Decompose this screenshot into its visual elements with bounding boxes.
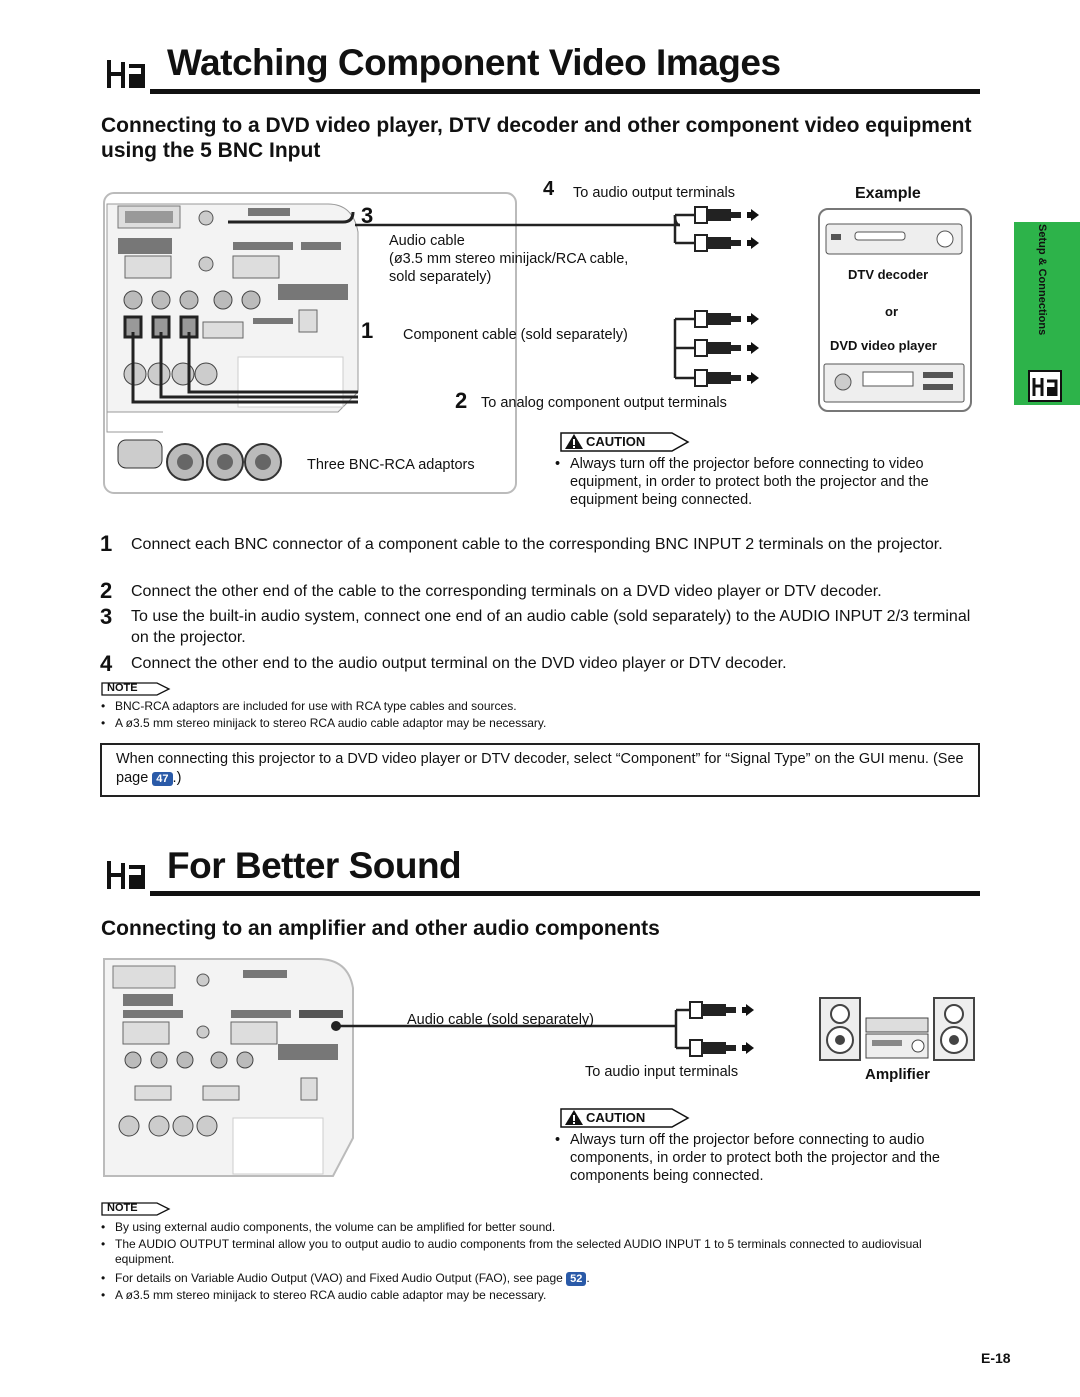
info-box-body: When connecting this projector to a DVD video player or DTV decoder, select “Component” for “Signal Type” on the GUI menu. (See page bbox=[116, 751, 964, 786]
audio-cable-label: Audio cable bbox=[389, 233, 465, 249]
caution-text: Always turn off the projector before connecting to video equipment, in order to protect both the projector and the equipment being connected. bbox=[570, 456, 929, 508]
adaptors-label: Three BNC-RCA adaptors bbox=[307, 457, 475, 473]
caution-label: CAUTION bbox=[586, 434, 646, 449]
dvd-player-label: DVD video player bbox=[830, 338, 937, 353]
step-text: To use the built-in audio system, connect one end of an audio cable (sold separately) to the AUDIO INPUT 2/3 terminal on the projector. bbox=[131, 608, 971, 646]
amplifier-image bbox=[818, 996, 976, 1062]
analog-output-label: To analog component output terminals bbox=[481, 395, 727, 411]
step-number: 2 bbox=[100, 578, 113, 603]
audio-input-label: To audio input terminals bbox=[585, 1064, 739, 1080]
subtitle-bnc: Connecting to a DVD video player, DTV decoder and other component video equipment using the 5 BNC Input bbox=[101, 114, 972, 162]
info-box-text bbox=[116, 750, 972, 788]
step-text: Connect the other end of the cable to the corresponding terminals on a DVD video player or DTV decoder. bbox=[131, 583, 882, 600]
note-bullet: • bbox=[101, 1271, 106, 1285]
audio-cable-detail: (ø3.5 mm stereo minijack/RCA cable, bbox=[389, 251, 629, 267]
audio-cable-detail2: sold separately) bbox=[389, 269, 492, 285]
step-1-marker: 1 bbox=[361, 318, 374, 343]
side-tab bbox=[1014, 222, 1080, 405]
note-text: For details on Variable Audio Output (VAO) and Fixed Audio Output (FAO), see page bbox=[115, 1271, 563, 1285]
step-number: 1 bbox=[100, 531, 113, 556]
title-rule bbox=[150, 89, 980, 94]
note-text: A ø3.5 mm stereo minijack to stereo RCA audio cable adaptor may be necessary. bbox=[115, 1288, 547, 1302]
section-title-better-sound: For Better Sound bbox=[167, 845, 462, 886]
note-bullet: • bbox=[101, 699, 106, 713]
side-tab-text: Setup & Connections bbox=[1036, 224, 1048, 336]
step-number: 4 bbox=[100, 651, 113, 676]
section-icon bbox=[103, 52, 147, 96]
page-link-52[interactable]: 52 bbox=[566, 1272, 586, 1286]
page-link-47[interactable]: 47 bbox=[152, 772, 172, 786]
note-text: The AUDIO OUTPUT terminal allow you to output audio to audio components from the selected AUDIO INPUT 1 to 5 terminals connected to audiovisual equipment. bbox=[115, 1237, 922, 1266]
caution-bullet: • bbox=[555, 1132, 561, 1148]
subtitle-amplifier: Connecting to an amplifier and other audio components bbox=[101, 917, 660, 940]
step-text: Connect each BNC connector of a component cable to the corresponding BNC INPUT 2 terminals on the projector. bbox=[131, 536, 943, 553]
step-3-marker: 3 bbox=[361, 203, 374, 228]
dtv-decoder-image bbox=[825, 218, 963, 260]
title-rule bbox=[150, 891, 980, 896]
section-icon bbox=[103, 853, 147, 897]
step-2-marker: 2 bbox=[455, 388, 468, 413]
note-bullet: • bbox=[101, 1288, 106, 1302]
audio-output-label: To audio output terminals bbox=[573, 185, 736, 201]
projector-panel-diagram-audio bbox=[103, 958, 355, 1178]
caution-text: Always turn off the projector before connecting to audio components, in order to protect both the projector and the components being connected. bbox=[570, 1132, 940, 1184]
cable-drawing bbox=[355, 195, 785, 395]
section-title-component-video: Watching Component Video Images bbox=[167, 42, 781, 83]
note-text: BNC-RCA adaptors are included for use with RCA type cables and sources. bbox=[115, 699, 517, 713]
note-bullet: • bbox=[101, 1237, 106, 1251]
caution-label: CAUTION bbox=[586, 1110, 646, 1125]
caution-bullet: • bbox=[555, 456, 561, 472]
example-label: Example bbox=[855, 185, 921, 202]
page-number: E-18 bbox=[981, 1350, 1011, 1366]
note-label: NOTE bbox=[107, 1202, 138, 1214]
note-text-with-page: For details on Variable Audio Output (VAO) and Fixed Audio Output (FAO), see page 52 . bbox=[115, 1271, 590, 1285]
component-cable-label: Component cable (sold separately) bbox=[403, 327, 628, 343]
cable-drawing-audio bbox=[330, 1000, 780, 1062]
info-box-end: .) bbox=[172, 770, 182, 786]
audio-cable-label: Audio cable (sold separately) bbox=[407, 1012, 594, 1028]
side-tab-icon bbox=[1028, 370, 1062, 402]
or-label: or bbox=[885, 304, 898, 319]
dtv-decoder-label: DTV decoder bbox=[848, 267, 929, 282]
dvd-player-image bbox=[823, 362, 965, 404]
note-bullet: • bbox=[101, 716, 106, 730]
step-number: 3 bbox=[100, 604, 113, 629]
note-label: NOTE bbox=[107, 682, 138, 694]
step-4-marker: 4 bbox=[543, 178, 555, 200]
amplifier-label: Amplifier bbox=[865, 1066, 931, 1083]
note-bullet: • bbox=[101, 1220, 106, 1234]
step-text: Connect the other end to the audio output terminal on the DVD video player or DTV decoder. bbox=[131, 655, 787, 672]
note-text: A ø3.5 mm stereo minijack to stereo RCA audio cable adaptor may be necessary. bbox=[115, 716, 547, 730]
note-text: By using external audio components, the volume can be amplified for better sound. bbox=[115, 1220, 556, 1234]
